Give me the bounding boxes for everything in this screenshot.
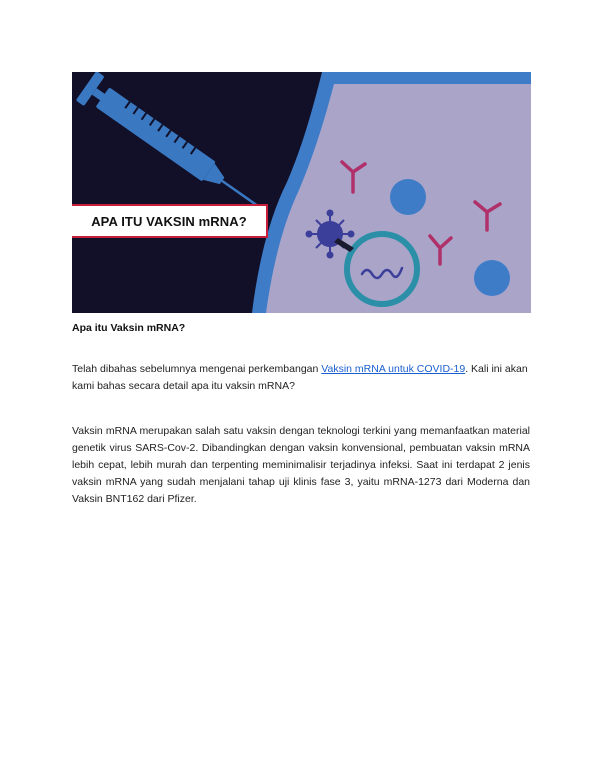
intro-paragraph — [72, 361, 530, 395]
cell-nucleus-icon — [474, 260, 510, 296]
hero-title-box — [72, 204, 268, 238]
intro-text-end: . Kali ini akan kami bahas secara detail apa itu vaksin mRNA? — [72, 363, 528, 392]
cell-nucleus-icon — [390, 179, 426, 215]
section-heading: Apa itu Vaksin mRNA? — [72, 322, 186, 334]
hero-illustration — [72, 72, 531, 313]
hero-title: APA ITU VAKSIN mRNA? — [91, 213, 247, 229]
hero-illustration-svg — [72, 72, 531, 313]
mrna-strand-icon — [347, 234, 417, 304]
body-paragraph: Vaksin mRNA merupakan salah satu vaksin dengan teknologi terkini yang memanfaatkan material genetik virus SARS-Cov-2. Dibandingkan dengan vaksin konvensional, pembuatan vaksin mRNA lebih cepat, lebih murah dan terpenting meminimalisir terjadinya infeksi. Saat ini terdapat 2 jenis vaksin mRNA yang sudah menjalani tahap uji klinis fase 3, yaitu mRNA-1273 dari Moderna dan Vaksin BNT162 dari Pfizer. — [72, 425, 530, 505]
covid-vaccine-link[interactable]: Vaksin mRNA untuk COVID-19 — [321, 363, 466, 375]
intro-text-start: Telah dibahas sebelumnya mengenai perkembangan — [72, 363, 322, 375]
